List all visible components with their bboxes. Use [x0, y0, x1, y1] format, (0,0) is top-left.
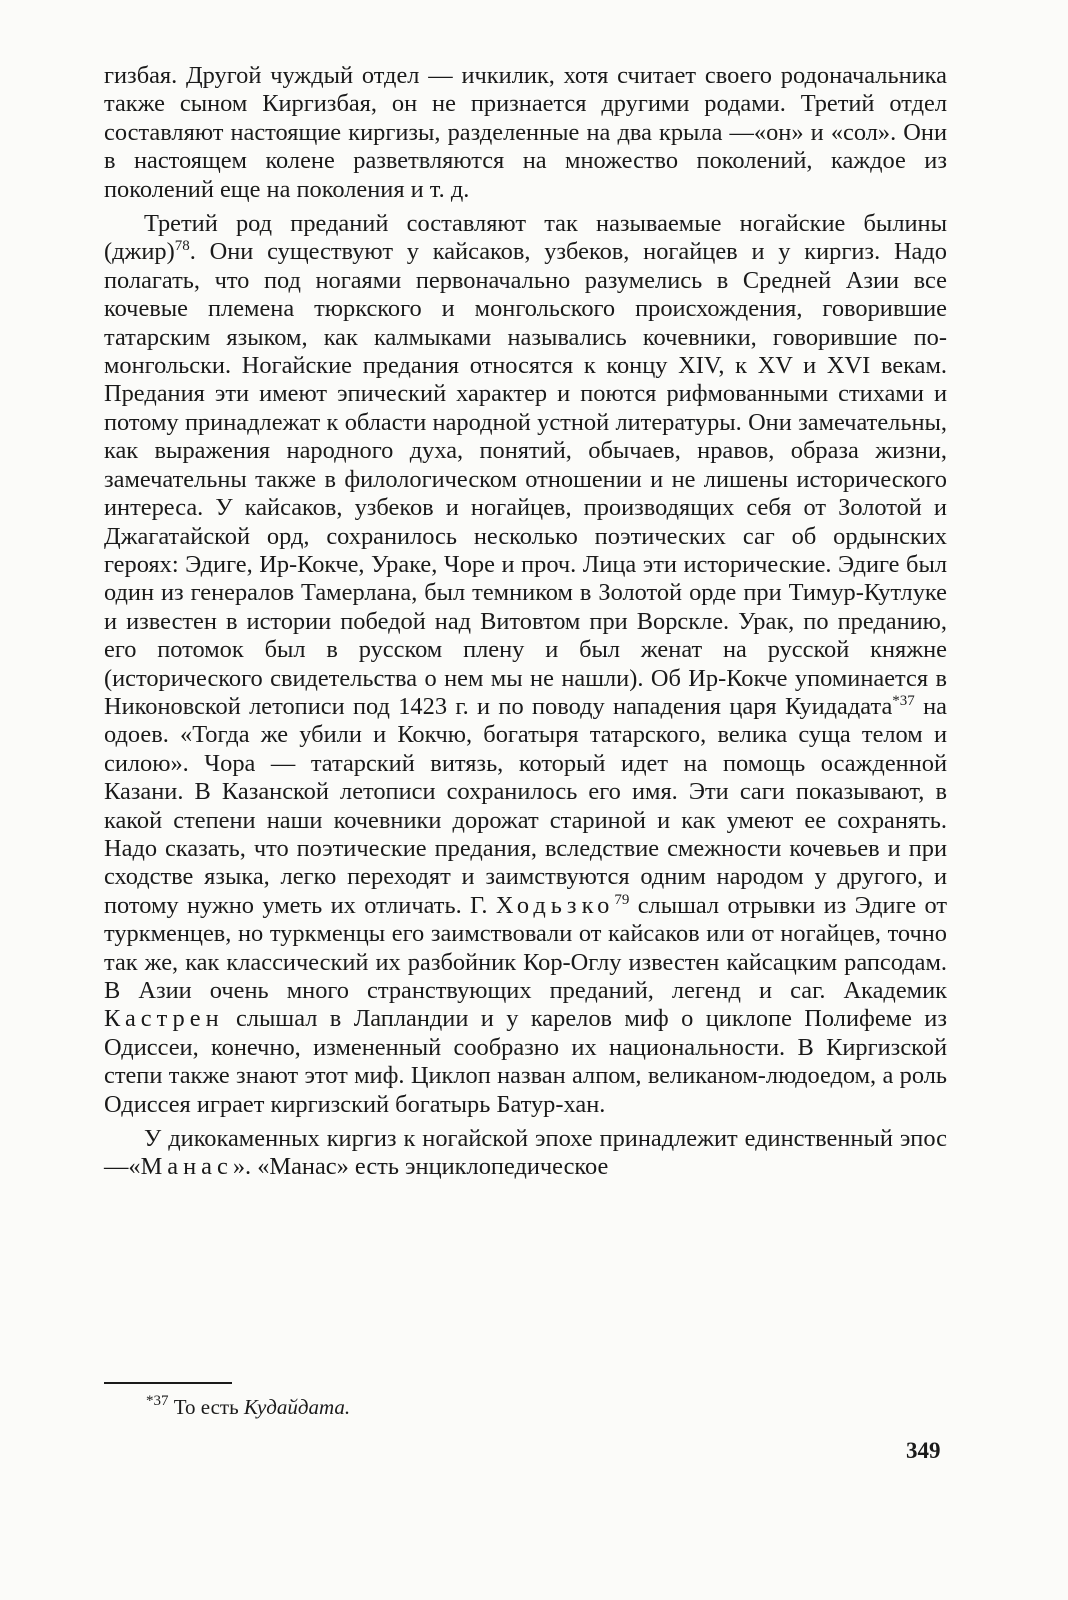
paragraph — [104, 210, 947, 1119]
note-reference: *37 — [892, 692, 915, 709]
text-run: слышал в Лапландии и у карелов миф о циклопе Полифеме из Одиссеи, конечно, измененный сообразно их национальности. В Киргизской степи также знают этот миф. Циклоп назван алпом, великаном-людоедом, а роль Одиссея играет киргизский богатырь Батур-хан. — [104, 1005, 947, 1118]
text-run: Третий род преданий составляют так называемые ногайские былины (джир) — [104, 210, 947, 266]
footnote-text: То есть — [173, 1395, 244, 1419]
footnote-marker: *37 — [146, 1393, 169, 1409]
footnote-rule — [104, 1382, 232, 1384]
text-run: на одоев. «Тогда же убили и Кокчю, богатыря татарского, велика суща телом и силою». Чора — татарский витязь, который идет на помощь осажденной Казани. В Казанской летописи сохранилось его имя. Эти саги показывают, в какой степени наши кочевники дорожат стариной и как умеют ее сохранять. Надо сказать, что поэтические предания, вследствие смежности кочевьев и при сходстве языка, легко переходят и заимствуются одним народом у другого, и потому нужно уметь их отличать. Г. — [104, 692, 947, 919]
paragraph — [104, 1125, 947, 1182]
footnote-italic: Кудайдата. — [243, 1395, 351, 1419]
text-run: ». «Манас» есть энциклопедическое — [232, 1153, 609, 1181]
text-run: слышал отрывки из Эдиге от туркменцев, но туркменцы его заимствовали от кайсаков или от ногайцев, точно так же, как классический их разбойник Кор-Оглу известен кайсацким рапсодам. В Азии очень много странствующих преданий, легенд и саг. Академик — [104, 891, 947, 1004]
page-number: 349 — [906, 1438, 941, 1463]
text-run: гизбая. Другой чуждый отдел — ичкилик, хотя считает своего родоначальника также сыном Киргизбая, он не признается другими родами. Третий отдел составляют настоящие киргизы, разделенные на два крыла —«он» и «сол». Они в настоящем колене разветвляются на множество поколений, каждое из поколений еще на поколения и т. д. — [104, 62, 947, 203]
spaced-name: Кастрен — [104, 1005, 224, 1033]
main-text — [104, 62, 947, 1182]
spaced-name: Манас — [140, 1153, 233, 1181]
note-reference: 78 — [174, 238, 190, 255]
footnote — [146, 1394, 350, 1420]
text-run: У дикокаменных киргиз к ногайской эпохе принадлежит единственный эпос —« — [104, 1125, 947, 1181]
paragraph — [104, 62, 947, 204]
spaced-name: Ходьзко — [495, 891, 615, 919]
note-reference: 79 — [614, 891, 630, 908]
text-run: . Они существуют у кайсаков, узбеков, ногайцев и у киргиз. Надо полагать, что под ногаями первоначально разумелись в Средней Азии все кочевые племена тюркского и монгольского происхождения, говорившие татарским языком, как калмыками назывались кочевники, говорившие по-монгольски. Ногайские предания относятся к концу XIV, к XV и XVI векам. Предания эти имеют эпический характер и поются рифмованными стихами и потому принадлежат к области народной устной литературы. Они замечательны, как выражения народного духа, понятий, обычаев, нравов, образа жизни, замечательны также в филологическом отношении и не лишены исторического интереса. У кайсаков, узбеков и ногайцев, производящих себя от Золотой и Джагатайской орд, сохранилось несколько поэтических саг об ордынских героях: Эдиге, Ир-Кокче, Ураке, Чоре и проч. Лица эти исторические. Эдиге был один из генералов Тамерлана, был темником в Золотой орде при Тимур-Кутлуке и известен в истории победой над Витовтом при Ворскле. Урак, по преданию, его потомок был в русском плену и был женат на русской княжне (исторического свидетельства о нем мы не нашли). Об Ир-Кокче упоминается в Никоновской летописи под 1423 г. и по поводу нападения царя Куидадата — [104, 238, 947, 720]
